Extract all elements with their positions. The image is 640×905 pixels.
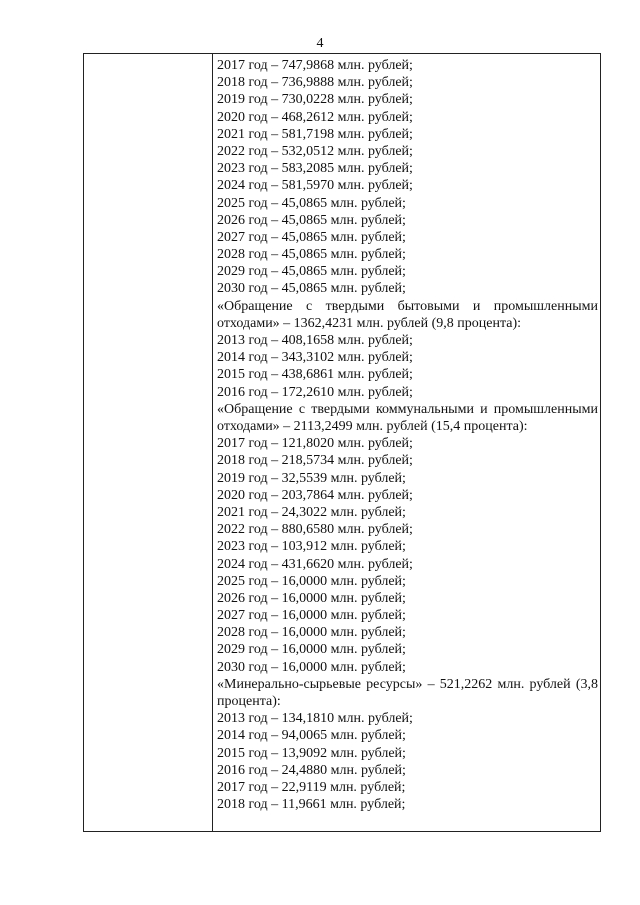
list-item: 2028 год – 45,0865 млн. рублей; (217, 247, 406, 263)
subprogram-heading-waste-solid: «Обращение с твердыми бытовыми и промышленными отходами» – 1362,4231 млн. рублей (9,8 процента): (217, 298, 598, 331)
list-item: 2023 год – 103,912 млн. рублей; (217, 539, 406, 555)
list-item: 2017 год – 121,8020 млн. рублей; (217, 436, 413, 452)
list-item: 2021 год – 24,3022 млн. рублей; (217, 504, 406, 520)
list-item: 2028 год – 16,0000 млн. рублей; (217, 625, 406, 641)
funding-list-block3 (217, 435, 598, 676)
subprogram-heading-mineral-resources: «Минерально-сырьевые ресурсы» – 521,2262 млн. рублей (3,8 процента): (217, 676, 598, 710)
list-item: 2026 год – 45,0865 млн. рублей; (217, 212, 406, 228)
list-item: 2015 год – 438,6861 млн. рублей; (217, 367, 413, 383)
list-item: 2023 год – 583,2085 млн. рублей; (217, 161, 413, 177)
list-item: 2022 год – 880,6580 млн. рублей; (217, 522, 413, 538)
list-item: 2014 год – 343,3102 млн. рублей; (217, 350, 413, 366)
list-item: 2018 год – 11,9661 млн. рублей; (217, 797, 406, 813)
funding-list-block4 (217, 710, 598, 813)
list-item: 2024 год – 581,5970 млн. рублей; (217, 178, 413, 194)
list-item: 2018 год – 218,5734 млн. рублей; (217, 453, 413, 469)
list-item: 2013 год – 408,1658 млн. рублей; (217, 333, 413, 349)
list-item: 2025 год – 45,0865 млн. рублей; (217, 195, 406, 211)
list-item: 2016 год – 172,2610 млн. рублей; (217, 384, 413, 400)
list-item: 2016 год – 24,4880 млн. рублей; (217, 762, 406, 778)
list-item: 2017 год – 747,9868 млн. рублей; (217, 58, 413, 73)
list-item: 2020 год – 203,7864 млн. рублей; (217, 487, 413, 503)
list-item: 2019 год – 32,5539 млн. рублей; (217, 470, 406, 486)
table-right-cell (217, 57, 598, 813)
list-item: 2022 год – 532,0512 млн. рублей; (217, 143, 413, 159)
list-item: 2027 год – 45,0865 млн. рублей; (217, 229, 406, 245)
list-item: 2013 год – 134,1810 млн. рублей; (217, 711, 413, 727)
list-item: 2024 год – 431,6620 млн. рублей; (217, 556, 413, 572)
list-item: 2021 год – 581,7198 млн. рублей; (217, 126, 413, 142)
budget-table (83, 53, 601, 832)
column-divider (212, 54, 213, 831)
list-item: 2027 год – 16,0000 млн. рублей; (217, 608, 406, 624)
list-item: 2030 год – 45,0865 млн. рублей; (217, 281, 406, 297)
list-item: 2025 год – 16,0000 млн. рублей; (217, 573, 406, 589)
list-item: 2029 год – 45,0865 млн. рублей; (217, 264, 406, 280)
list-item: 2026 год – 16,0000 млн. рублей; (217, 590, 406, 606)
list-item: 2018 год – 736,9888 млн. рублей; (217, 75, 413, 91)
funding-list-block2 (217, 332, 598, 401)
funding-list-block1 (217, 57, 598, 298)
page-number: 4 (316, 36, 324, 51)
list-item: 2029 год – 16,0000 млн. рублей; (217, 642, 406, 658)
list-item: 2015 год – 13,9092 млн. рублей; (217, 745, 406, 761)
list-item: 2020 год – 468,2612 млн. рублей; (217, 109, 413, 125)
list-item: 2019 год – 730,0228 млн. рублей; (217, 92, 413, 108)
list-item: 2014 год – 94,0065 млн. рублей; (217, 728, 406, 744)
subprogram-heading-waste-municipal: «Обращение с твердыми коммунальными и промышленными отходами» – 2113,2499 млн. рублей (15,4 процента): (217, 401, 598, 434)
list-item: 2017 год – 22,9119 млн. рублей; (217, 779, 406, 795)
list-item: 2030 год – 16,0000 млн. рублей; (217, 659, 406, 675)
